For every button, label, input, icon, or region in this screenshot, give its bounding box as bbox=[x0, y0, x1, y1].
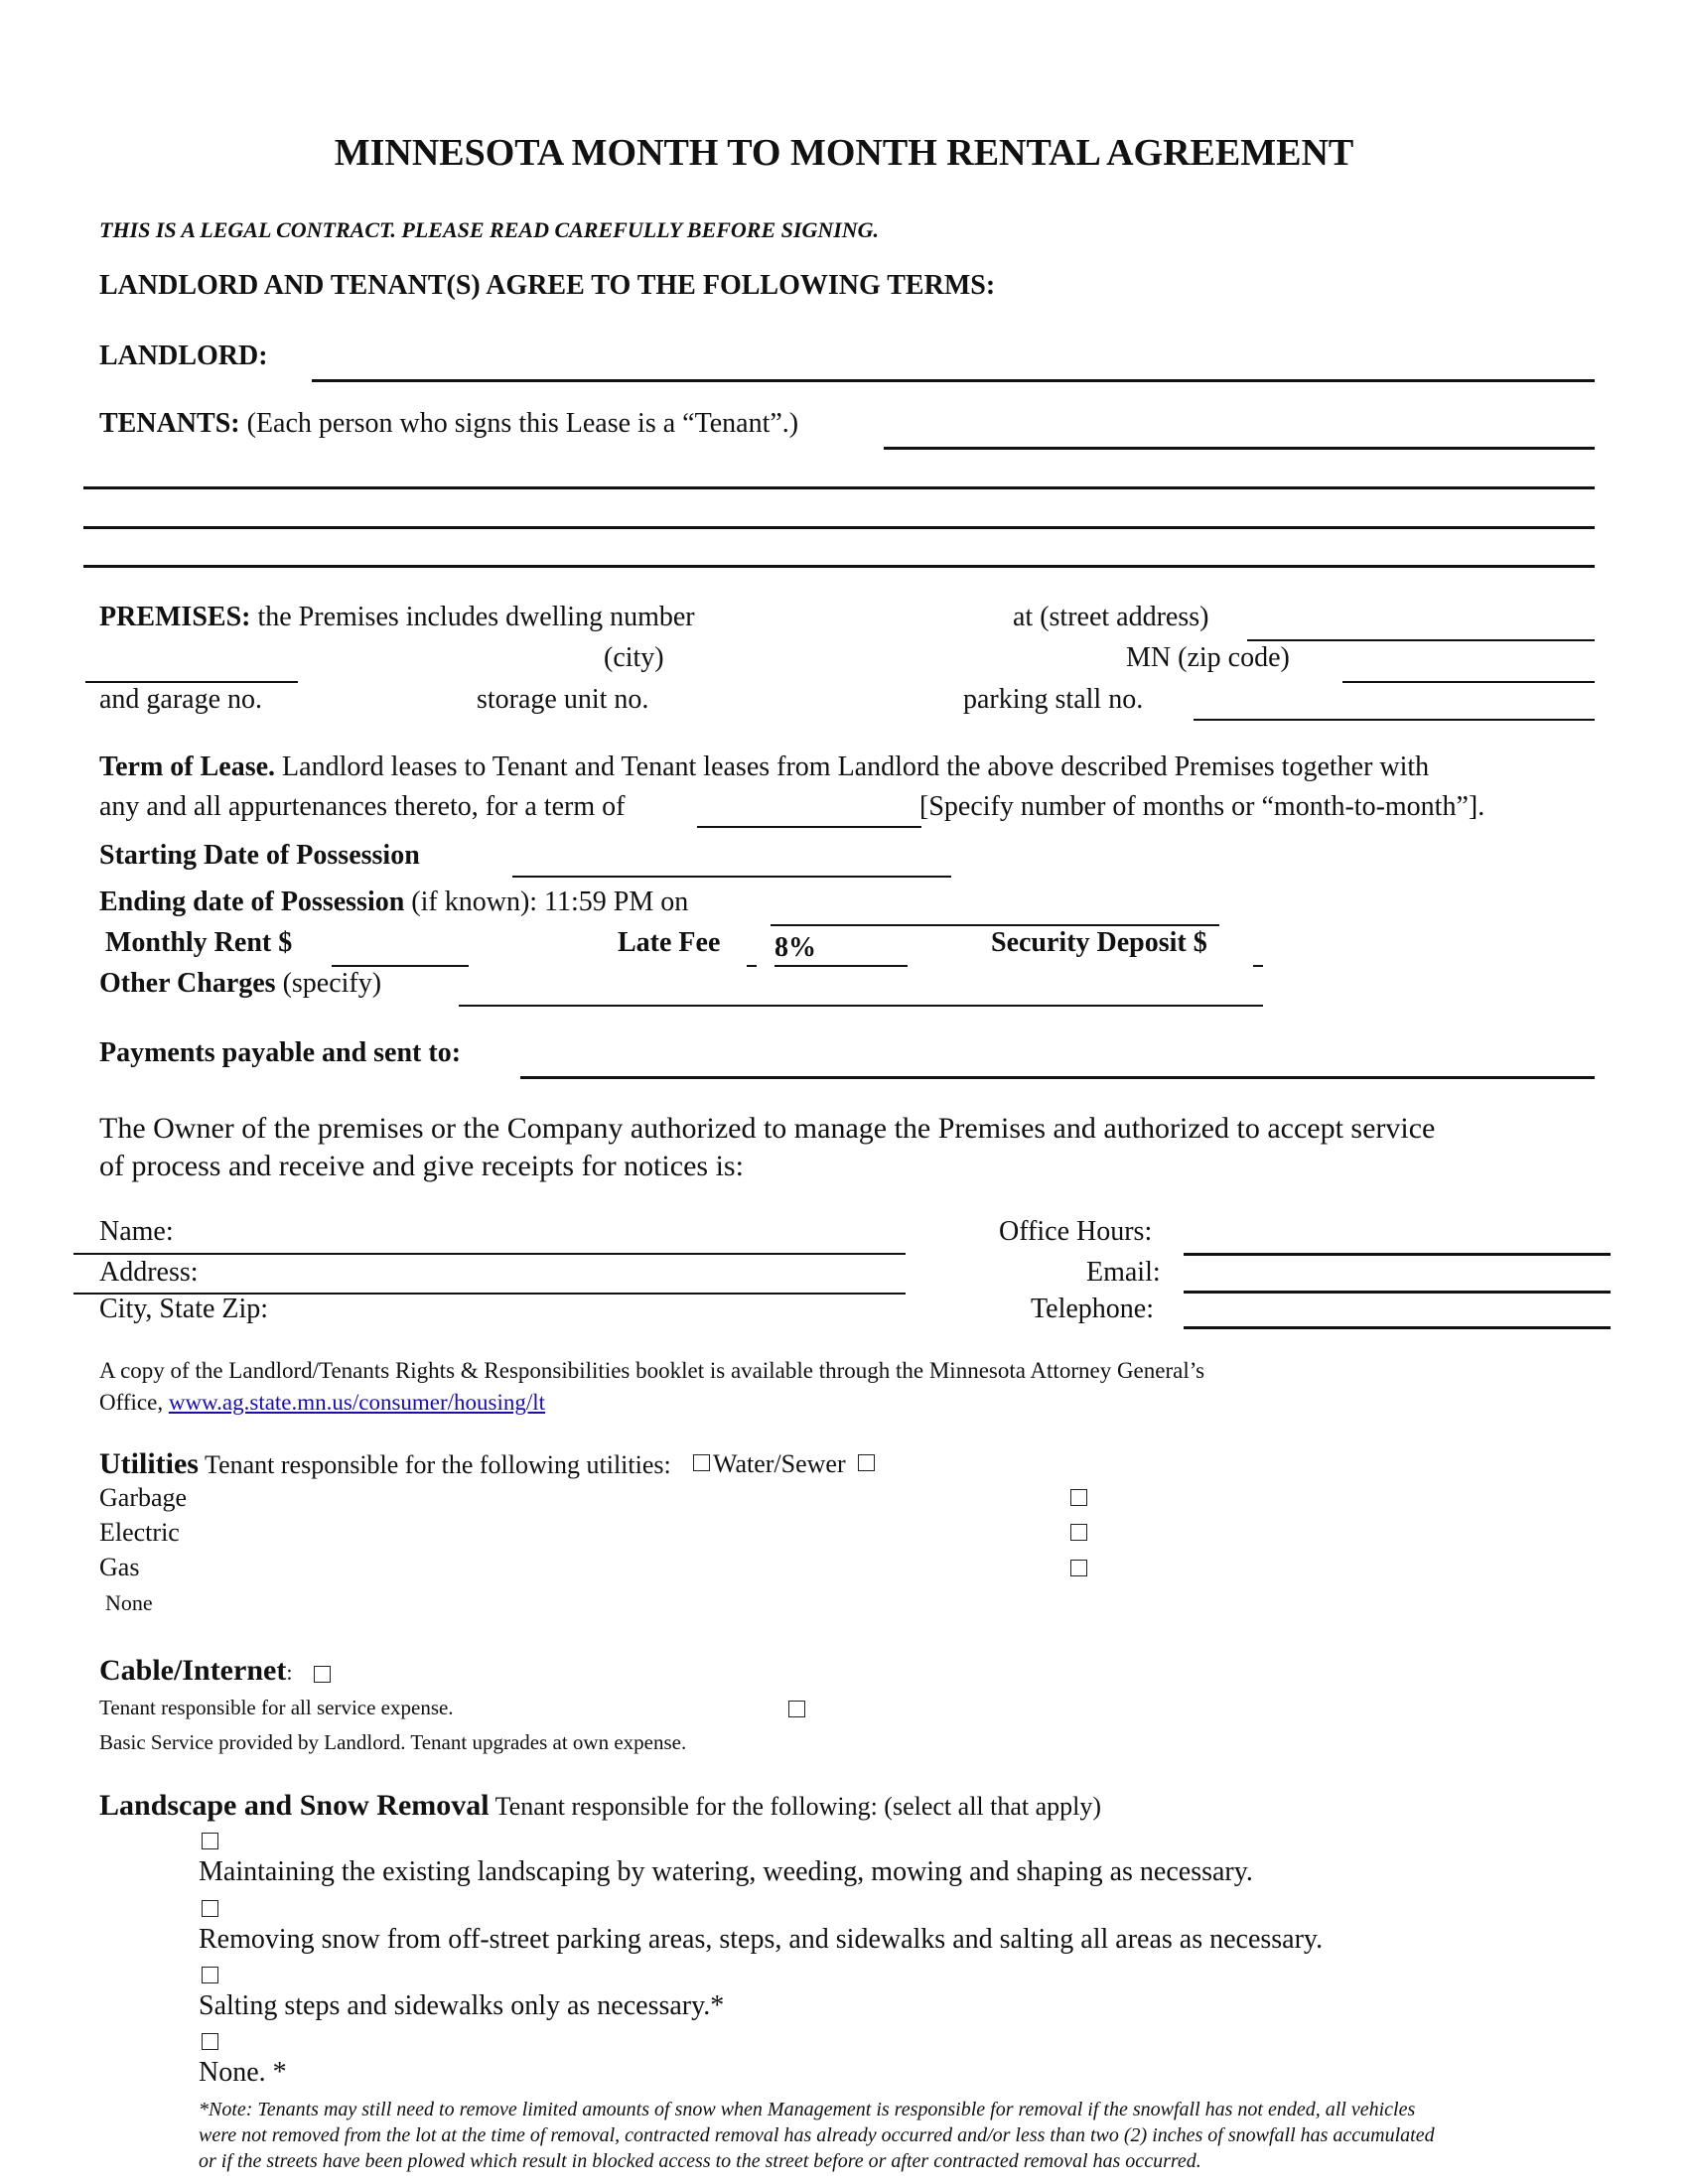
email-field[interactable] bbox=[1184, 1257, 1611, 1294]
zip-code-label: MN (zip code) bbox=[1126, 642, 1290, 673]
landscape-text: Tenant responsible for the following: (select all that apply) bbox=[494, 1792, 1102, 1821]
cable-landlord-basic-checkbox[interactable] bbox=[788, 1701, 805, 1717]
tenant-name-field-4[interactable] bbox=[83, 529, 1595, 568]
cable-option-landlord-basic: Basic Service provided by Landlord. Tenant upgrades at own expense. bbox=[99, 1730, 687, 1754]
email-label: Email: bbox=[1086, 1257, 1161, 1288]
utilities-label: Utilities bbox=[99, 1447, 199, 1480]
cable-tenant-expense-checkbox[interactable] bbox=[314, 1666, 331, 1683]
contact-name-field[interactable] bbox=[189, 1219, 906, 1255]
agree-heading: LANDLORD AND TENANT(S) AGREE TO THE FOLLOWING TERMS: bbox=[99, 270, 996, 301]
payments-address-field[interactable] bbox=[520, 1038, 1595, 1079]
none-utilities-label: None bbox=[105, 1590, 153, 1615]
booklet-text-1: A copy of the Landlord/Tenants Rights & Responsibilities booklet is available through the Minnesota Attorney General’s bbox=[99, 1358, 1205, 1383]
owner-text-1: The Owner of the premises or the Company authorized to manage the Premises and authorized to accept service bbox=[99, 1112, 1436, 1145]
premises-label: PREMISES: bbox=[99, 602, 251, 632]
landscape-label: Landscape and Snow Removal bbox=[99, 1789, 490, 1822]
electric-label: Electric bbox=[99, 1518, 180, 1547]
owner-text-2: of process and receive and give receipts for notices is: bbox=[99, 1150, 744, 1182]
contact-name-label: Name: bbox=[99, 1216, 174, 1247]
late-fee-label: Late Fee bbox=[618, 927, 721, 958]
snow-note-line-2: were not removed from the lot at the time of removal, contracted removal has already occurred and/or less than two (2) inches of snowfall has accumulated bbox=[199, 2124, 1435, 2146]
office-hours-label: Office Hours: bbox=[999, 1216, 1153, 1247]
term-text-2: any and all appurtenances thereto, for a term of bbox=[99, 791, 626, 822]
payments-label: Payments payable and sent to: bbox=[99, 1037, 462, 1068]
none-utilities-checkbox[interactable] bbox=[1070, 1560, 1087, 1576]
snow-removal-checkbox[interactable] bbox=[202, 1900, 218, 1917]
contact-address-label: Address: bbox=[99, 1257, 199, 1288]
zip-code-field[interactable] bbox=[1342, 647, 1595, 683]
garbage-checkbox[interactable] bbox=[858, 1454, 875, 1471]
premises-row bbox=[99, 602, 695, 633]
gas-checkbox[interactable] bbox=[1070, 1524, 1087, 1541]
landscape-option-none: None. * bbox=[199, 2057, 287, 2088]
snow-note-line-3: or if the streets have been plowed which result in blocked access to the street before or after contracted removal has occurred. bbox=[199, 2150, 1201, 2172]
booklet-row-2 bbox=[99, 1390, 545, 1416]
term-months-field[interactable] bbox=[697, 794, 921, 828]
parking-stall-label: parking stall no. bbox=[963, 684, 1144, 715]
salting-checkbox[interactable] bbox=[202, 1967, 218, 1983]
utilities-row bbox=[99, 1447, 671, 1481]
tenants-row bbox=[99, 408, 798, 440]
garage-label: and garage no. bbox=[99, 684, 263, 715]
attorney-general-link[interactable]: www.ag.state.mn.us/consumer/housing/lt bbox=[168, 1390, 546, 1415]
telephone-label: Telephone: bbox=[1031, 1294, 1154, 1324]
page-title: MINNESOTA MONTH TO MONTH RENTAL AGREEMENT bbox=[334, 132, 1354, 174]
city-label: (city) bbox=[604, 642, 664, 673]
storage-unit-label: storage unit no. bbox=[477, 684, 649, 715]
landscaping-checkbox[interactable] bbox=[202, 1833, 218, 1849]
electric-checkbox[interactable] bbox=[1070, 1489, 1087, 1506]
ending-date-field[interactable] bbox=[771, 890, 1219, 926]
garbage-label: Garbage bbox=[99, 1483, 188, 1512]
name-line-left bbox=[73, 1253, 193, 1255]
snow-note bbox=[199, 2097, 1435, 2174]
other-charges-suffix: (specify) bbox=[282, 968, 382, 999]
cable-label: Cable/Internet bbox=[99, 1654, 287, 1687]
landscape-row bbox=[99, 1789, 1101, 1823]
tenant-name-field-3[interactable] bbox=[83, 489, 1595, 529]
security-deposit-label: Security Deposit $ bbox=[991, 927, 1207, 958]
term-row-1 bbox=[99, 751, 1429, 783]
legal-notice: THIS IS A LEGAL CONTRACT. PLEASE READ CAREFULLY BEFORE SIGNING. bbox=[99, 217, 880, 242]
other-charges-row bbox=[99, 968, 381, 1000]
term-text-1: Landlord leases to Tenant and Tenant leases from Landlord the above described Premises together with bbox=[282, 751, 1430, 782]
premises-text: the Premises includes dwelling number bbox=[257, 602, 695, 632]
landscape-option-snow-removal: Removing snow from off-street parking areas, steps, and sidewalks and salting all areas as necessary. bbox=[199, 1924, 1324, 1955]
monthly-rent-field[interactable] bbox=[332, 931, 469, 967]
water-sewer-label: Water/Sewer bbox=[713, 1449, 846, 1478]
landscape-option-maintaining: Maintaining the existing landscaping by watering, weeding, mowing and shaping as necessary. bbox=[199, 1856, 1253, 1887]
cable-row bbox=[99, 1654, 292, 1688]
tenant-name-field-1[interactable] bbox=[884, 407, 1595, 450]
parking-stall-field[interactable] bbox=[1194, 685, 1595, 721]
none-landscape-checkbox[interactable] bbox=[202, 2033, 218, 2050]
dwelling-number-field[interactable] bbox=[85, 647, 298, 683]
other-charges-label: Other Charges bbox=[99, 968, 276, 999]
tenants-note: (Each person who signs this Lease is a “Tenant”.) bbox=[246, 408, 799, 439]
cable-option-tenant-expense: Tenant responsible for all service expense. bbox=[99, 1696, 454, 1719]
office-hours-field[interactable] bbox=[1184, 1219, 1611, 1256]
cable-colon: : bbox=[286, 1660, 293, 1685]
landlord-label: LANDLORD: bbox=[99, 341, 268, 371]
contact-city-label: City, State Zip: bbox=[99, 1294, 269, 1324]
snow-note-line-1: *Note: Tenants may still need to remove limited amounts of snow when Management is responsible for removal if the snowfall has not ended, all vehicles bbox=[199, 2099, 1416, 2120]
term-label: Term of Lease. bbox=[99, 751, 276, 782]
landscape-option-salting: Salting steps and sidewalks only as necessary.* bbox=[199, 1990, 725, 2021]
gas-label: Gas bbox=[99, 1553, 140, 1581]
other-charges-field[interactable] bbox=[459, 971, 1263, 1007]
tenant-name-field-2[interactable] bbox=[83, 449, 1595, 489]
contact-address-field[interactable] bbox=[212, 1259, 906, 1295]
monthly-rent-label: Monthly Rent $ bbox=[105, 927, 293, 958]
street-address-label: at (street address) bbox=[1013, 602, 1209, 632]
tenants-label: TENANTS: bbox=[99, 408, 240, 439]
telephone-field[interactable] bbox=[1184, 1293, 1611, 1329]
security-deposit-field[interactable] bbox=[1253, 931, 1263, 967]
landlord-field[interactable] bbox=[312, 340, 1595, 382]
starting-date-label: Starting Date of Possession bbox=[99, 840, 420, 871]
starting-date-field[interactable] bbox=[512, 842, 951, 878]
street-address-field[interactable] bbox=[1247, 606, 1595, 641]
late-fee-field[interactable] bbox=[774, 931, 908, 967]
ending-date-row bbox=[99, 887, 688, 918]
late-fee-underline-stub bbox=[747, 965, 757, 967]
water-sewer-checkbox[interactable] bbox=[693, 1454, 710, 1471]
term-hint: [Specify number of months or “month-to-month”]. bbox=[919, 791, 1485, 822]
utilities-text: Tenant responsible for the following utilities: bbox=[205, 1450, 671, 1479]
booklet-text-2: Office, bbox=[99, 1390, 164, 1415]
ending-date-label: Ending date of Possession bbox=[99, 887, 405, 917]
ending-date-suffix: (if known): 11:59 PM on bbox=[411, 887, 689, 917]
